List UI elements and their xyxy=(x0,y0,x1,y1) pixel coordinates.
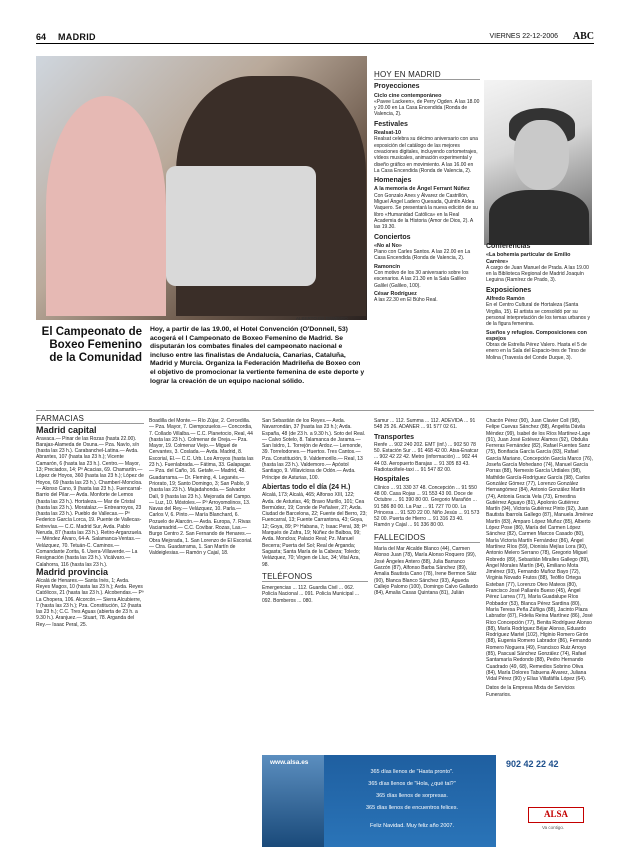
telefonos-text: Emergencias ... 112. Guardia Civil ... 062. Policía Nacional ... 091. Policía Municipal ... 092. Bomberos ... 080. xyxy=(262,585,359,604)
hoy-h-3: Conciertos xyxy=(374,233,411,241)
farmacias-3-text: San Sebastián de los Reyes.— Avda. Navarrondán, 37 (hasta las 23 h.); Avda. España, 48 (de 23 h. a 9.30 h.). Soto del Real.— Calvo Sotelo, 8. Talamanca de Jarama.— San Isidro, 1. Torrejón de Ardoz.— Lemonde, 39. Torrelodones.— Huertos. Tres Cantos.— Pza. Constitución, 9. Valdemorillo.— Real, 13 (hasta las 23 h.). Valdemoro.— Apóstol Santiago, 9. Villaviciosa de Odón.— Avda. Príncipe de Asturias, 100. xyxy=(262,418,366,481)
alsa-logo: ALSA xyxy=(528,807,584,823)
right-text-0: A cargo de Juan Manuel de Prada. A las 19.00 en la Biblioteca Regional de Madrid Joaquín Leguina (Ramírez de Prado, 3). xyxy=(486,264,589,284)
farmacias-col-1 xyxy=(36,416,144,630)
hoy-text-4: Con motivo de los 30 aniversario sobre los escenarios. A las 21.30 en la Sala Galileo Galilei (Galileo, 100). xyxy=(374,270,469,289)
fallecidos-2-text: Chacón Pérez (90), Juan Clavier Coll (98), Felipe Cuevas Sánchez (88), Angelita Dávila Méndez (99), Isabel de los Ríos Martínez-Lage (91), Juan José Estévez Álamos (92), Obdulia Ferreras Fernández (82), Rafael Fuentes Sanz (75), Bonifacia García García (83), Rafael García Mariano, Concepción García Marco (76), Josefa García Mohedano (74), Manuel García Porras (88), Nemesio García Urdiales (98), Mathilde García-Rodríguez García (98), Carlos González Gómez (77), Lorenzo González Hernangómez (84), Antonio González Martín (74), Antonia Gracia Vela (73), Ernestina Gutiérrez Aguayo (81), Apolonio Gutiérrez Martín (94), Victoria Gutiérrez Pinto (92), Juan Bautista Ibarrola Gallego (87), Manuela Jiménez Martín (83), Amparo López Muñoz (85), Alberto López Pose (86), María del Carmen López Sánchez (82), Carmen Marcos Casado (80), María Victoria Martín Fernández (86), Ángel Martínez Ríos (59), Dionisia Mejías Lora (90), Antonio Melero Serrano (78), Gregorio Miguel Robredo (89), Sebastián Miralles Gallego (89), Ángel Morales Martín (84), Emiliano Mota Jiménez (93), Fernando Muñoz Bayo (72), Virginia Novado Frutos (88), Teófilo Ortega Esteban (77), Lorenzo Oteo Mateos (80), Francisco José Pallarés Bueso (45), Ángel Pérez Larrea (77), María Guadalupe Ríos Pobbador (53), Blanca Pérez Sardina (80), María Teresa Peña Zúñiga (88), Jacinto Plaza Labrador (87), Fidelia Reina Martínez (86), José Rico Concepción (77), Benita Rodríguez Alonso (88), María Rodríguez Béjar Alonso, Eduardo Rodríguez Martel (102), Higinio Romero Girón (88), Eugenia Romero Labrador (86), Fernando Romero Noguera (49), Francisco Ruiz Arroyo (85), Pascual Sánchez González (74), Rafael Santamaría Redondo (88), Pedro Hernando Cuadrado (49, 68), Remedios Sobrino Oliva (84), María Dolores Tabuena Álvarez, Juliana Vidal Pérez (90) y Elías Villafáfila López (64). xyxy=(486,418,594,683)
right-column xyxy=(486,240,592,363)
hoy-h-1: Festivales xyxy=(374,120,408,128)
hoy-text-0: «Pavee Lackeen», de Perry Ogden. A las 18.00 y 20.00 en La Casa Encendida (Ronda de Valencia, 2). xyxy=(374,98,480,118)
hoy-sub-3: «No al No» xyxy=(374,242,402,249)
boxing-photo xyxy=(36,56,367,320)
page-number: 64 xyxy=(36,32,47,42)
page-header xyxy=(36,32,594,44)
ad-photo xyxy=(262,755,324,847)
hoy-text-2: Con Gonzalo Anes y Álvarez de Castrillón, Miguel Ángel Ladero Quesada, Quintín Aldea Vaquero. Se presentará la nueva edición de su libro «Humanidad Católica» en la Real Academia de la Historia (Amor de Dios, 2). A las 19.30. xyxy=(374,192,478,231)
glove-shape xyxy=(166,166,316,286)
transportes-text: Renfe ... 902 240 202. EMT (inf.) ... 902 50 78 50. Estación Sur ... 91 468 42 00. Atsa-Enatcar ... 902 42 22 42. Metro (información) ... 902 44 44 03. Aeropuerto Barajas ... 91 305 83 43. Radiotaxi/tele-taxi ... 91 547 82 00. xyxy=(374,441,479,474)
fallecidos-footer: Datos de la Empresa Mixta de Servicios Funerarios. xyxy=(486,685,575,698)
fallecidos-title: FALLECIDOS xyxy=(374,535,480,543)
hoy-sub-0: Ciclo cine contemporáneo xyxy=(374,92,442,99)
right-h-1: Exposiciones xyxy=(486,286,532,294)
ad-line-0: 365 días llenos de "Hasta pronto". xyxy=(370,769,454,775)
portrait-face xyxy=(514,120,569,190)
farmacias-col-3 xyxy=(262,418,368,606)
lead-paragraph: Hoy, a partir de las 19.00, el Hotel Convención (O'Donnell, 53) acogerá el I Campeonato de Boxeo Femenino de Madrid. Se disputarán los combates finales del campeonato nacional e incluso entre las finalistas de Andalucía, Canarias, Cataluña, Madrid y Murcia. Organiza la Federación Madrileña de Boxeo con el objetivo de promocionar la vertiente femenina de este deporte y lograr la creación de un equipo nacional sólido. xyxy=(150,326,365,385)
right-text-1: En el Centro Cultural de Hortaleza (Santa Virgilia, 15). El artista se consolidó por su personal interpretación de los temas urbanos y de la figura femenina. xyxy=(486,302,590,328)
hoy-text-1: Realsat celebra su décimo aniversario con una exposición del catálogo de las mejores creaciones digitales, incluyendo cortometrajes, vídeos musicales, animación experimental y diseño gráfico en movimiento. A las 16.00 en La Casa Encendida (Ronda de Valencia, 2). xyxy=(374,136,478,174)
farmacias-title: FARMACIAS xyxy=(36,416,144,424)
abc-logo: ABC xyxy=(572,31,594,42)
fallecidos-col xyxy=(486,418,594,700)
farmacias-2-text: Boadilla del Monte.— Río Zújar, 2. Cercedilla.— Pza. Mayor, 7. Ciempozuelos.— Concordia, 7. Collado Villalba.— C.C. Planetocio, Real, 44 (hasta las 23 h.). Colmenar de Oreja.— Pza. Mayor, 19. Colmenar Viejo.— Miguel de Cervantes, 3. Coslada.— Avda. Madrid, 8. Escorial, El.— C.C. Urb. Los Arroyos (hasta las 23 h.). Fuenlabrada.— Fátima, 33. Galapagar.— Pza. del Caño, 16. Getafe.— Madrid, 48. Guadarrama.— Dr. Fleming, 4. Leganés.— Priorato, 19; Santo Domingo, 3; San Pablo, 9 (hasta las 23 h.). Majadahonda.— Salvador Dalí, 9 (hasta las 23 h.). Mejorada del Campo.— Luz, 10. Móstoles.— Pº Arroyomolinos, 13. Navas del Rey.— Velázquez, 10. Parla.— Carlos V, 6. Pinto.— María Blanchard, 6. Pozuelo de Alarcón.— Avda. Europa, 7. Rivas Vaciamadrid.— C.C. Covibar. Rozas, Las.— Burgo Centro 2. San Fernando de Henares.— Obra Mejorada, 1. San Lorenzo de El Escorial.— Ctra. Guadarrama, 1. San Martín de Valdeiglesias.— Ramón y Cajal, 18. xyxy=(149,418,254,557)
divider xyxy=(36,410,594,411)
hoy-title: HOY EN MADRID xyxy=(374,72,480,80)
provincia-text: Alcalá de Henares.— Santa Inés, 1; Avda. Reyes Magos, 10 (hasta las 23 h.); Avda. Reyes Católicos, 21 (hasta las 23 h.). Alcobendas.— Pº La Chopera, 106. Alcorcón.— Sierra Alcubierre, 7 (hasta las 23 h.); Pza. Constitución, 12 (hasta las 23 h.); C.C. Tres Aguas (abierta de 23 h. a 9.30 h.). Aranjuez.— Stuart, 78. Arganda del Rey.— Isaac Peral, 25. xyxy=(36,577,144,628)
ad-line-2: 365 días llenos de sorpresas. xyxy=(376,793,448,799)
right-sub-2: Sueños y refugios. Composiciones con espejos xyxy=(486,329,587,342)
abiertas-title: Abiertas todo el día (24 H.) xyxy=(262,483,351,491)
hoy-sub-1: Realsat-10 xyxy=(374,130,401,137)
right-sub-0: «La bohemia particular de Emilio Carrère» xyxy=(486,252,571,265)
photo-credit: ALBERTO DE DOMINGO xyxy=(296,316,348,321)
issue-date: VIERNES 22-12-2006 xyxy=(489,33,558,40)
hospitales-text: Clínico ... 91 330 37 48. Concepción ... 91 550 48 00. Casa Rojas ... 91 553 43 00. Doce de Octubre ... 91 390 80 00. Gregorio Marañón ... 91 586 80 00. La Paz ... 91 727 70 00. La Princesa ... 91 520 22 00. Niño Jesús ... 91 573 52 00. Puerta de Hierro ... 91 316 23 40. Ramón y Cajal ... 91 336 80 00. xyxy=(374,484,480,529)
hoy-sub-2: A la memoria de Ángel Ferrant Núñez xyxy=(374,186,470,193)
ad-phone: 902 42 22 42 xyxy=(506,759,559,769)
ad-line-1: 365 días llenos de "Hola, ¿qué tal?" xyxy=(368,781,456,787)
right-h-0: Conferencias xyxy=(486,243,531,250)
capital-title: Madrid capital xyxy=(36,425,97,436)
hoy-sub-5: César Rodríguez xyxy=(374,290,417,297)
headline: El Campeonato de Boxeo Femenino de la Comunidad xyxy=(41,326,142,364)
services-col xyxy=(374,418,480,598)
abiertas-text: Alcalá, 173; Alcalá, 465; Alfonso XIII, 122; Avda. de Asturias, 46; Bravo Murillo, 101; Cea Bermúdez, 19; Conde de Peñalver, 27; Avda. Ciudad de Barcelona, 22; Fuente del Berro, 23; Fuencarral, 13; Fuente Carrantona, 43; Goya, 12; Goya, 89; Pº Habana, 7; Isaac Peral, 38; Pº Marqués de Zafra, 19; Núñez de Balboa, 99; Avda. Moncloa; Palacio Real; Pz. Manuel Becerra; Puerta del Sol; Real de Arganda; Sagasta; Santa María de la Cabeza; Toledo; Velázquez, 70; Virgen de Lluc, 34; Vital Aza, 98. xyxy=(262,492,368,568)
provincia-title: Madrid provincia xyxy=(36,567,109,578)
ad-tagline: Va contigo. xyxy=(542,825,565,830)
ad-line-3: 365 días llenos de encuentros felices. xyxy=(365,805,459,811)
hoy-sub-4: Ramoncín xyxy=(374,263,401,270)
telefonos-2-text: Samur ... 112. Summa ... 112. ADEVIDA ... 91 548 25 26. ADANER ... 91 577 02 61. xyxy=(374,418,476,431)
ad-url: www.alsa.es xyxy=(270,759,309,766)
right-text-2: Obras de Estrella Pérez Valero. Hasta el 5 de enero en la Sala del Espacio-tres de Tirso de Molina (Travesía del Conde Duque, 3). xyxy=(486,342,587,361)
fallecidos-text: María del Mar Alcalde Blanco (44), Carmen Alonso Juan (78), María Alonso Roquero (99), José Ángeles Antero (88), Julia Barranco Garzón (87), Alfonso Barba Sánchez (89), Amalia Bautista Cano (78), Irene Bermon Sáiz (90), Blanca Blanco Sánchez (93), Águeda Callejo Palomo (100), Domingo Calvo Gallardo (84), Amalia Casas Quintana (81), Julián xyxy=(374,546,478,597)
author-portrait xyxy=(484,80,592,245)
hoy-text-3: Piano con Carles Santos. A las 22.00 en La Casa Encendida (Ronda de Valencia, 2). xyxy=(374,249,471,262)
capital-text: Aravaca.— Pinar de las Rozas (hasta 22.00). Barajas-Alameda de Osuna.— Pza. Navío, s/n (hasta las 23 h.). Carabanchel-Latina.— Avda. Abrantes, 107 (hasta las 23 h.); Vicente Camarón, 6 (hasta las 23 h.). Centro.— Mayor, 13; Preciados, 14; Pº Acacias, 69. Chamartín.— López de Hoyos, 360 (hasta las 23 h.); López de Hoyos, 69 (hasta las 23 h.). Chamberí-Moncloa.— Alonso Cano, 9 (hasta las 23 h.). Fuencarral-Barrio del Pilar.— Avda. Monforte de Lemos (hasta las 23 h.). Hortaleza.— Mar de Cristal (hasta las 23 h.). Moratalaz.— Entrearroyos, 23 (hasta las 23 h.). Pueblo de Vallecas.— Pº Federico García Lorca, 19. Puente de Vallecas-Entrevías.— C.C. Madrid Sur, Avda. Pablo Neruda, 87 (hasta las 23 h.). Retiro-Arganzuela.— Méndez Álvaro, 64-A. Salamanca-Ventas.— Velázquez, 70. Tetuán-C. Caminos.— Comandante Zorita, 6. Usera-Villaverde.— La Resignación (hasta las 23 h.). Vicálvaro.— Calahorra, 116 (hasta las 23 h.). xyxy=(36,435,144,568)
girl-figure xyxy=(46,96,166,316)
hoy-text-5: A las 22.30 en El Búho Real. xyxy=(374,297,438,304)
hoy-column xyxy=(374,72,480,305)
hospitales-title: Hospitales xyxy=(374,476,410,484)
ad-line-4: Feliz Navidad. Muy feliz año 2007. xyxy=(369,823,455,829)
telefonos-title: TELÉFONOS xyxy=(262,574,368,582)
farmacias-col-2 xyxy=(149,418,255,558)
transportes-title: Transportes xyxy=(374,433,415,441)
hoy-h-2: Homenajes xyxy=(374,177,412,185)
hoy-h-0: Proyecciones xyxy=(374,83,420,91)
section-name: MADRID xyxy=(58,32,96,42)
alsa-ad xyxy=(262,755,496,847)
alsa-ad-side xyxy=(498,755,594,847)
right-sub-1: Alfredo Ramón xyxy=(486,296,525,303)
portrait-body xyxy=(489,190,589,245)
